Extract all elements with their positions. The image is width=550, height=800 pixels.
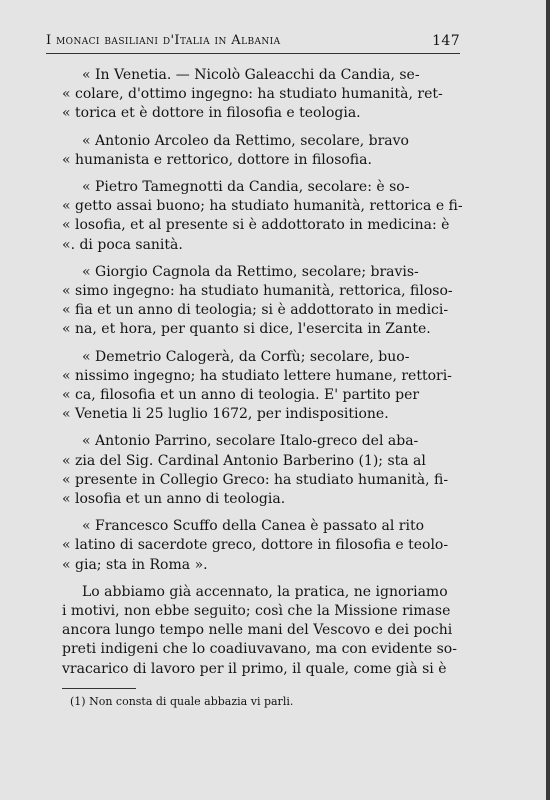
text-line: vracarico di lavoro per il primo, il quale, come già si è: [62, 660, 447, 677]
entry-tamegnotti: [62, 178, 463, 255]
text-line: « latino di sacerdote greco, dottore in filosofia e teolo-: [62, 537, 449, 554]
header-rule: [46, 53, 460, 54]
text-line: « colare, d'ottimo ingegno: ha studiato humanità, ret-: [62, 86, 443, 103]
text-line: ancora lungo tempo nelle mani del Vescovo e dei pochi: [62, 622, 453, 639]
text-line: « Francesco Scuffo della Canea è passato al rito: [82, 518, 425, 535]
text-line: « torica et è dottore in filosofia e teologia.: [62, 105, 361, 122]
text-line: « gia; sta in Roma ».: [62, 556, 208, 573]
text-line: « Antonio Parrino, secolare Italo-greco del aba-: [82, 433, 419, 450]
footnote: (1) Non consta di quale abbazia vi parli.: [70, 695, 294, 708]
text-line: « presente in Collegio Greco: ha studiato humanità, fi-: [62, 471, 449, 488]
text-line: i motivi, non ebbe seguito; così che la Missione rimase: [62, 603, 451, 620]
text-line: «. di poca sanità.: [62, 236, 183, 253]
page-body: [62, 66, 463, 679]
page-edge: [546, 0, 550, 800]
text-line: « losofia, et al presente si è addottorato in medicina: è: [62, 217, 450, 234]
page-number: 147: [432, 33, 460, 49]
text-line: Lo abbiamo già accennato, la pratica, ne ignoriamo: [82, 583, 448, 600]
entry-parrino: [62, 432, 458, 509]
text-line: « fia et un anno di teologia; si è addottorato in medici-: [62, 302, 449, 319]
entry-calogera: [62, 348, 458, 425]
text-line: « nissimo ingegno; ha studiato lettere humane, rettori-: [62, 367, 452, 384]
text-line: « Demetrio Calogerà, da Corfù; secolare, buo-: [82, 348, 410, 365]
text-line: « Giorgio Cagnola da Rettimo, secolare; bravis-: [82, 263, 419, 280]
text-line: « Antonio Arcoleo da Rettimo, secolare, bravo: [82, 132, 409, 149]
text-line: preti indigeni che lo coadiuvavano, ma con evidente so-: [62, 641, 457, 658]
text-line: « humanista e rettorico, dottore in filosofia.: [62, 151, 372, 168]
text-line: « simo ingegno: ha studiato humanità, rettorica, filoso-: [62, 283, 453, 300]
text-line: « ca, filosofia et un anno di teologia. E' partito per: [62, 387, 420, 404]
text-line: « In Venetia. — Nicolò Galeacchi da Candia, se-: [82, 67, 420, 83]
narrative-paragraph: [62, 583, 458, 679]
text-line: « getto assai buono; ha studiato humanità, rettorica e fi-: [62, 198, 463, 215]
text-line: « losofia et un anno di teologia.: [62, 491, 286, 508]
entry-arcoleo: [62, 132, 458, 170]
text-line: « zia del Sig. Cardinal Antonio Barberino (1); sta al: [62, 452, 426, 469]
entry-galeacchi: [62, 66, 458, 124]
running-title: I monaci basiliani d'Italia in Albania: [46, 33, 281, 48]
text-line: « Pietro Tamegnotti da Candia, secolare: è so-: [82, 179, 410, 196]
footnote-rule: [62, 688, 136, 689]
text-line: « na, et hora, per quanto si dice, l'esercita in Zante.: [62, 321, 431, 338]
text-line: « Venetia li 25 luglio 1672, per indispositione.: [62, 406, 389, 423]
entry-cagnola: [62, 263, 458, 340]
entry-scuffo: [62, 517, 458, 575]
